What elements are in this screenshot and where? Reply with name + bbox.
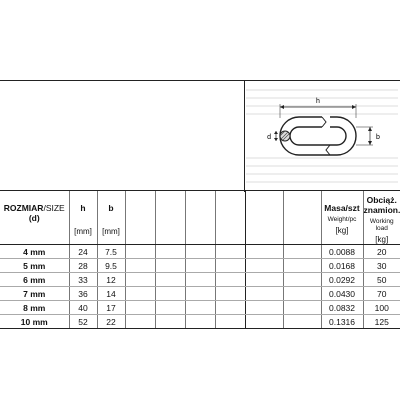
header-load: Obciąż. znamion. Working load [kg] <box>363 191 400 245</box>
cell-load: 20 <box>363 245 400 259</box>
header-h: h [mm] <box>69 191 97 245</box>
cell-mass: 0.1316 <box>321 315 363 329</box>
cell-empty <box>283 287 321 301</box>
cell-empty <box>283 301 321 315</box>
table-row <box>0 301 400 315</box>
cell-empty <box>245 259 283 273</box>
dim-b-label: b <box>376 134 380 141</box>
chain-link-drawing <box>246 82 398 190</box>
header-empty <box>155 191 185 245</box>
cell-load: 125 <box>363 315 400 329</box>
cell-b: 22 <box>97 315 125 329</box>
cell-empty <box>245 287 283 301</box>
cell-h: 40 <box>69 301 97 315</box>
cell-empty <box>215 259 245 273</box>
table-row <box>0 287 400 301</box>
cell-load: 70 <box>363 287 400 301</box>
cell-size: 6 mm <box>0 273 69 287</box>
cell-h: 24 <box>69 245 97 259</box>
cell-mass: 0.0832 <box>321 301 363 315</box>
cell-size: 10 mm <box>0 315 69 329</box>
cell-empty <box>155 315 185 329</box>
cell-mass: 0.0088 <box>321 245 363 259</box>
cell-empty <box>215 301 245 315</box>
cell-b: 7.5 <box>97 245 125 259</box>
header-empty <box>283 191 321 245</box>
cell-h: 28 <box>69 259 97 273</box>
cell-empty <box>155 287 185 301</box>
table-row <box>0 259 400 273</box>
cell-empty <box>155 245 185 259</box>
header-mass: Masa/szt Weight/pc [kg] <box>321 191 363 245</box>
cell-h: 33 <box>69 273 97 287</box>
cell-b: 12 <box>97 273 125 287</box>
cell-mass: 0.0292 <box>321 273 363 287</box>
dim-d-label: d <box>267 134 271 141</box>
cell-empty <box>185 287 215 301</box>
table-row <box>0 245 400 259</box>
cell-b: 9.5 <box>97 259 125 273</box>
cell-empty <box>185 273 215 287</box>
cell-size: 8 mm <box>0 301 69 315</box>
header-empty <box>185 191 215 245</box>
spec-table <box>0 191 400 329</box>
dim-h-label: h <box>316 98 320 105</box>
header-divider <box>244 81 245 192</box>
cell-load: 30 <box>363 259 400 273</box>
cell-size: 4 mm <box>0 245 69 259</box>
cell-h: 52 <box>69 315 97 329</box>
cell-empty <box>125 301 155 315</box>
cell-empty <box>125 259 155 273</box>
spec-sheet <box>0 80 400 327</box>
table-header-row <box>0 191 400 245</box>
cell-empty <box>185 315 215 329</box>
cell-empty <box>155 273 185 287</box>
cell-empty <box>245 315 283 329</box>
cell-empty <box>125 273 155 287</box>
cell-empty <box>215 273 245 287</box>
cell-empty <box>283 273 321 287</box>
cell-empty <box>185 301 215 315</box>
cell-empty <box>185 245 215 259</box>
cell-empty <box>245 273 283 287</box>
cell-empty <box>283 315 321 329</box>
cell-empty <box>125 245 155 259</box>
cell-load: 100 <box>363 301 400 315</box>
cell-size: 5 mm <box>0 259 69 273</box>
table-row <box>0 273 400 287</box>
cell-b: 14 <box>97 287 125 301</box>
cell-empty <box>125 287 155 301</box>
header-area <box>0 80 400 191</box>
header-empty <box>245 191 283 245</box>
header-b: b [mm] <box>97 191 125 245</box>
cell-empty <box>215 287 245 301</box>
header-size: ROZMIAR/SIZE (d) <box>0 191 69 245</box>
cell-empty <box>155 259 185 273</box>
cell-empty <box>185 259 215 273</box>
cell-size: 7 mm <box>0 287 69 301</box>
cell-empty <box>245 301 283 315</box>
header-empty <box>125 191 155 245</box>
cell-h: 36 <box>69 287 97 301</box>
cell-empty <box>215 245 245 259</box>
cell-load: 50 <box>363 273 400 287</box>
cell-empty <box>283 259 321 273</box>
header-empty <box>215 191 245 245</box>
cell-empty <box>283 245 321 259</box>
cell-mass: 0.0430 <box>321 287 363 301</box>
cell-empty <box>155 301 185 315</box>
cell-empty <box>245 245 283 259</box>
cell-empty <box>125 315 155 329</box>
cell-b: 17 <box>97 301 125 315</box>
cell-empty <box>215 315 245 329</box>
cell-mass: 0.0168 <box>321 259 363 273</box>
table-row <box>0 315 400 329</box>
